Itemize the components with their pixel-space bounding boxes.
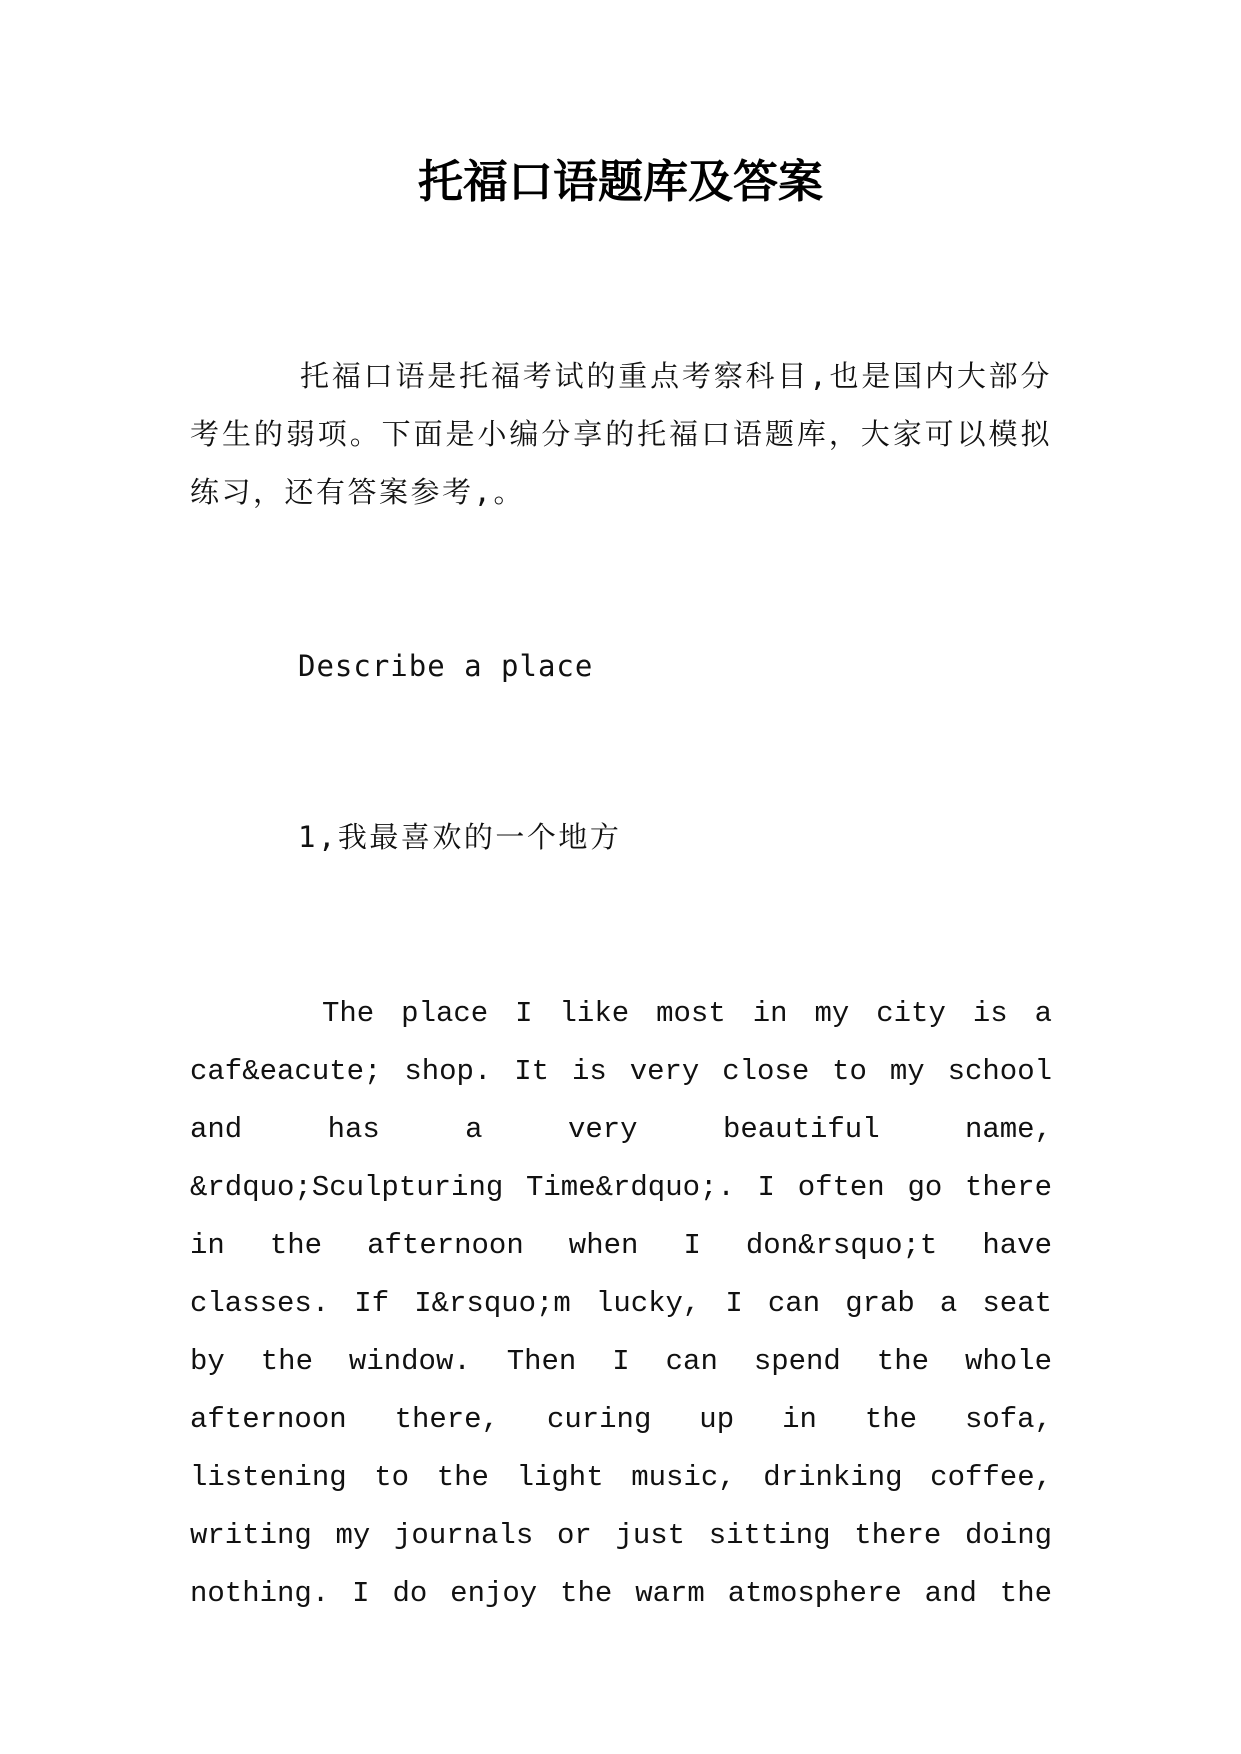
question-heading: 1,我最喜欢的一个地方 [298, 820, 622, 854]
section-subheading: Describe a place [298, 649, 594, 683]
answer-paragraph: The place I like most in my city is a caf&eacute; shop. It is very close to my school and has a very beautiful name, &rdquo;Sculpturing Time&rdquo;. I often go there in the afternoon when I don&rsquo;t have classes. If I&rsquo;m lucky, I can grab a seat by the window. Then I can spend the whole afternoon there, curing up in the sofa, listening to the light music, drinking coffee, writing my journals or just sitting there doing nothing. I do enjoy the warm atmosphere and the [190, 997, 1052, 1610]
document-title: 托福口语题库及答案 [417, 155, 823, 208]
intro-paragraph: 托福口语是托福考试的重点考察科目,也是国内大部分考生的弱项。下面是小编分享的托福口语题库，大家可以模拟练习，还有答案参考,。 [190, 359, 1052, 509]
